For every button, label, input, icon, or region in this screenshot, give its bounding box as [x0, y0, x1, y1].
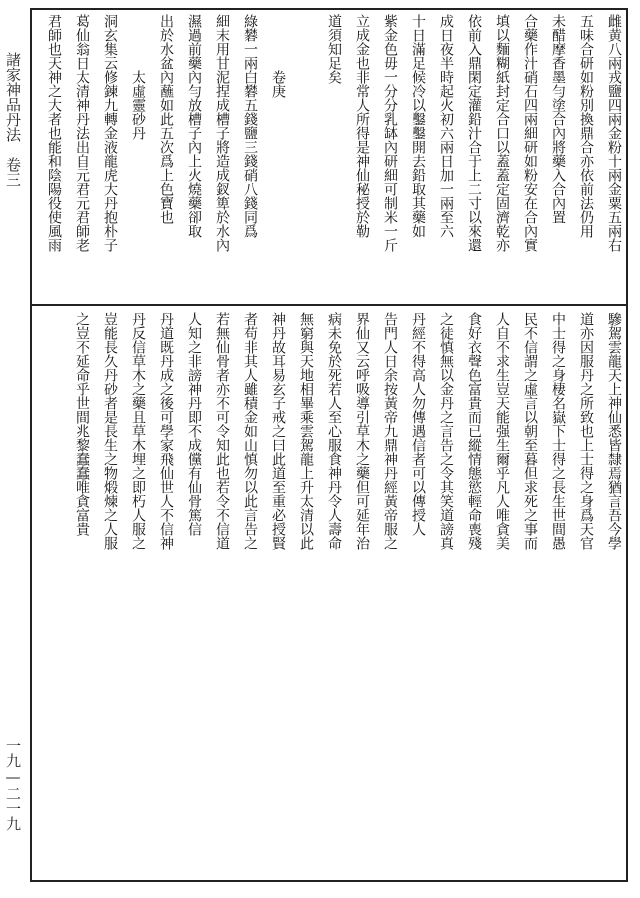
text-column: 雌黄八兩戎鹽四兩金粉十兩金粟五兩右: [606, 14, 622, 252]
text-column: 十日滿足候冷以鑿鑿開去鉛取其藥如: [410, 14, 426, 238]
text-column: 卷庚: [270, 14, 286, 98]
text-column: 填以麵糊紙封定合口以蓋蓋定固濟乾亦: [494, 14, 510, 252]
text-column: 人知之非謗神丹即不成儻有仙骨篤信: [186, 312, 202, 536]
text-column: 告門人日余按黃帝九鼎神丹經黃帝服之: [382, 312, 398, 550]
text-column: 綠礬一兩白礬五錢鹽三錢硝八錢同爲: [242, 14, 258, 238]
text-column: 神丹故耳易玄子戒之曰此道至重必授賢: [270, 312, 286, 550]
text-column: 洞玄集云修鍊九轉金液龍虎大丹抱朴子: [102, 14, 118, 252]
text-column: 中士得之身棲名嶽下士得之長生世間愚: [550, 312, 566, 550]
text-column: 君師也天神之大者也能和陰陽役使風雨: [46, 14, 62, 252]
text-column: 太虛靈砂丹: [130, 14, 146, 140]
text-column: 病未免於死若人至心服食神丹令人壽命: [326, 312, 342, 550]
text-column: 出於水盆內蘸如此五次爲上色寶也: [158, 14, 174, 224]
text-column: 丹道既丹成之後可學家飛仙世人不信神: [158, 312, 174, 550]
text-column: 人自不求生豈天能强生爾乎凡人唯貪美: [494, 312, 510, 550]
text-column: 民不信謂之虛言以朝至暮但求死之事而: [522, 312, 538, 550]
text-column: 紫金色毋一分分乳缽內研細可制米一斤: [382, 14, 398, 252]
folio-number: 一九—二一九: [4, 738, 22, 831]
text-column: 成日夜半時起火初六兩日加一兩至六: [438, 14, 454, 238]
text-column: 丹反信草木之藥且草木埋之即朽人服之: [130, 312, 146, 550]
text-column: 之豈不延命乎世間兆黎蠢蠢唯貪富貴: [74, 312, 90, 536]
margin-title: 諸家神品丹法 卷三: [4, 52, 22, 187]
text-column: 道亦因服丹之所致也上士得之身爲天官: [578, 312, 594, 550]
text-column: 之徒慎無以金丹之言告之令其笑道謗真: [438, 312, 454, 550]
text-column: 葛仙翁日太清神丹法出自元君元君師老: [74, 14, 90, 252]
text-column: 五味合研如粉別換鼎合亦依前法仍用: [578, 14, 594, 238]
text-column: 依前入鼎閑定灌鉛汁合于上二寸以來還: [466, 14, 482, 252]
register-divider: [30, 304, 628, 306]
text-column: 濕過前藥內勻放槽子內上火燒藥卻取: [186, 14, 202, 238]
text-column: 細末用甘泥捏成槽子將造成釵箄於水內: [214, 14, 230, 252]
text-column: 立成金也非常人所得是神仙秘授於勒: [354, 14, 370, 238]
text-column: 界仙又云呼吸導引草木之藥但可延年治: [354, 312, 370, 550]
text-column: 未醋摩香墨勻塗合內將藥入合內置: [550, 14, 566, 224]
text-column: 若無仙骨者亦不可令知此也若令不信道: [214, 312, 230, 550]
text-column: 豈能長久丹砂者是長生之物煅煉之人服: [102, 312, 118, 550]
text-column: 食好衣聲色富貴而已縱情態慾輕命喪殘: [466, 312, 482, 550]
text-column: [296, 14, 315, 196]
text-column: 道須知足矣: [326, 14, 342, 84]
text-column: 無窮與天地相畢乘雲駕龍上升太清以此: [298, 312, 314, 550]
text-column: 者苟非其人雖積金如山慎勿以此言告之: [242, 312, 258, 550]
text-column: 丹經不得高人勿傳遇信者可以傳授人: [410, 312, 426, 536]
text-column: 驂駕雲龍天上神仙悉皆隸焉猶言吾今學: [606, 312, 622, 550]
text-column: 合藥作汁硝石四兩細研如粉安在合內實: [522, 14, 538, 252]
